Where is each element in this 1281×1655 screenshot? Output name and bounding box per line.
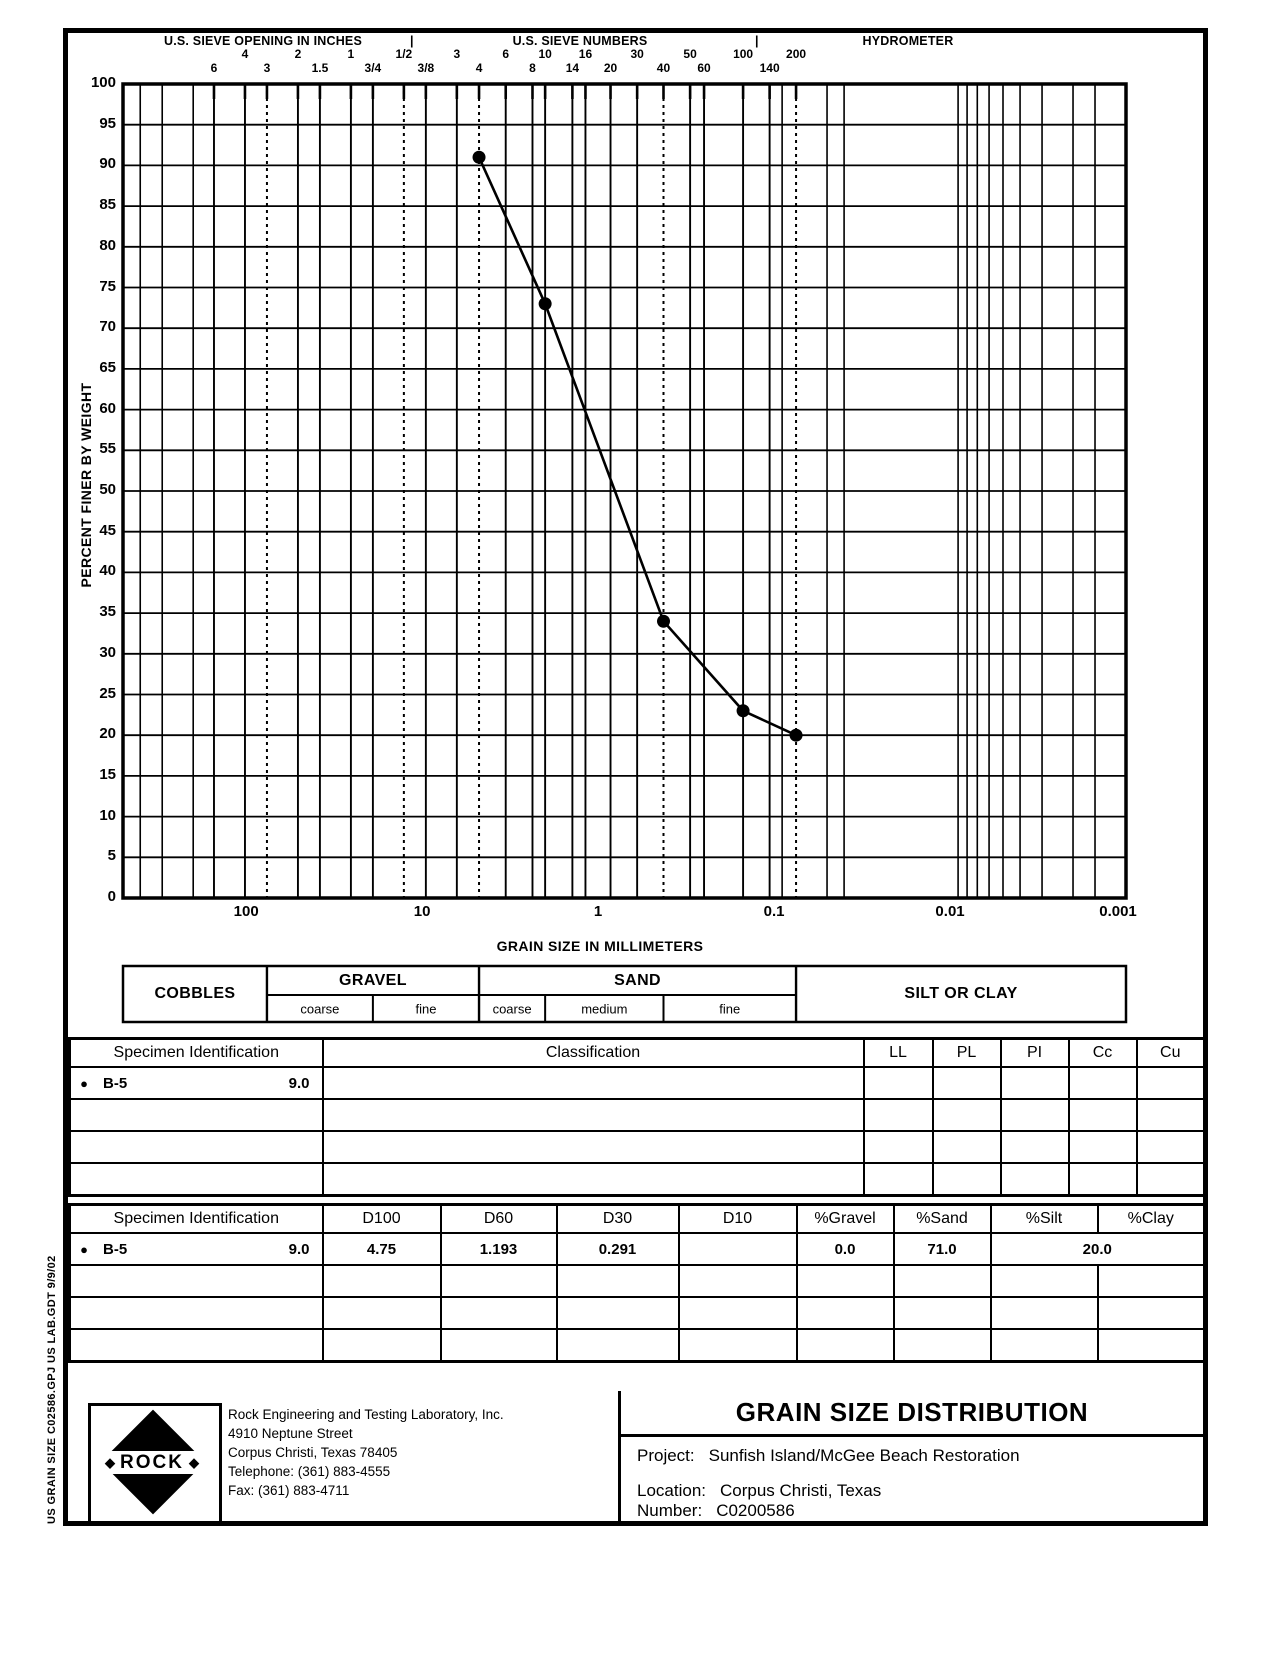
number-value: C0200586 bbox=[716, 1501, 795, 1520]
gradation-table bbox=[68, 1203, 1206, 1363]
sieve-size-label: 3/4 bbox=[364, 61, 382, 75]
company-logo bbox=[88, 1403, 222, 1525]
sieve-size-label: 1.5 bbox=[311, 61, 329, 75]
sieve-size-label: 1 bbox=[347, 47, 355, 61]
sieve-size-label: 16 bbox=[578, 47, 593, 61]
specimen-cell bbox=[71, 1330, 322, 1360]
cell-sand bbox=[894, 1297, 991, 1329]
cell-cu bbox=[1137, 1067, 1205, 1099]
y-axis-tick-label: 30 bbox=[99, 643, 116, 661]
specimen-cell bbox=[71, 1234, 322, 1264]
column-header: Cu bbox=[1137, 1039, 1205, 1068]
sieve-size-label: 30 bbox=[630, 47, 644, 61]
cell-classification bbox=[323, 1099, 864, 1131]
cell-cc bbox=[1069, 1099, 1137, 1131]
data-point-marker bbox=[539, 297, 552, 310]
sieve-size-label: 4 bbox=[241, 47, 249, 61]
cell-gravel: 0.0 bbox=[797, 1233, 894, 1265]
column-header: D30 bbox=[557, 1205, 679, 1234]
hydrometer-header: HYDROMETER bbox=[862, 34, 954, 48]
y-axis-tick-label: 20 bbox=[99, 725, 116, 743]
cell-d100 bbox=[323, 1329, 441, 1362]
specimen-id: B-5 bbox=[103, 1240, 128, 1258]
specimen-id: B-5 bbox=[103, 1074, 128, 1092]
specimen-marker-icon: ● bbox=[80, 1075, 88, 1091]
cell-sand: 71.0 bbox=[894, 1233, 991, 1265]
table-row bbox=[70, 1265, 1205, 1297]
data-point-marker bbox=[790, 729, 803, 742]
company-name: Rock Engineering and Testing Laboratory, Inc. bbox=[228, 1407, 504, 1422]
column-header: Classification bbox=[323, 1039, 864, 1068]
table-row bbox=[70, 1163, 1205, 1196]
cell-clay bbox=[1098, 1265, 1205, 1297]
cell-clay bbox=[1098, 1329, 1205, 1362]
sieve-size-label: 60 bbox=[697, 61, 711, 75]
column-header: %Sand bbox=[894, 1205, 991, 1234]
table-row bbox=[70, 1233, 1205, 1265]
cell-d10 bbox=[679, 1233, 797, 1265]
y-axis-tick-label: 5 bbox=[107, 847, 116, 865]
cell-d30: 0.291 bbox=[557, 1233, 679, 1265]
cell-cc bbox=[1069, 1131, 1137, 1163]
specimen-cell bbox=[70, 1297, 323, 1329]
cell-cu bbox=[1137, 1131, 1205, 1163]
cell-silt bbox=[991, 1329, 1098, 1362]
column-header: Cc bbox=[1069, 1039, 1137, 1068]
cell-pi bbox=[1001, 1131, 1069, 1163]
header-separator: | bbox=[755, 34, 759, 48]
logo-wordmark bbox=[92, 1451, 212, 1474]
table-row bbox=[70, 1329, 1205, 1362]
cell-d100: 4.75 bbox=[323, 1233, 441, 1265]
sieve-size-label: 1/2 bbox=[395, 47, 413, 61]
sieve-size-label: 3 bbox=[453, 47, 461, 61]
cell-classification bbox=[323, 1067, 864, 1099]
cell-classification bbox=[323, 1131, 864, 1163]
size-class-sub-label: coarse bbox=[492, 1001, 532, 1016]
header-separator: | bbox=[410, 34, 414, 48]
specimen-cell bbox=[71, 1132, 322, 1162]
size-class-group-label: GRAVEL bbox=[339, 971, 407, 989]
sieve-size-label: 140 bbox=[759, 61, 780, 75]
project-label: Project: bbox=[637, 1446, 695, 1465]
logo-diamond-left-icon: ◆ bbox=[105, 1454, 116, 1470]
specimen-cell bbox=[70, 1163, 323, 1196]
specimen-cell bbox=[70, 1265, 323, 1297]
x-axis-tick-label: 10 bbox=[413, 903, 431, 920]
data-point-marker bbox=[473, 151, 486, 164]
cell-d100 bbox=[323, 1265, 441, 1297]
logo-text: ROCK bbox=[120, 1451, 184, 1473]
data-point-marker bbox=[737, 704, 750, 717]
specimen-cell bbox=[71, 1266, 322, 1296]
cell-d10 bbox=[679, 1265, 797, 1297]
cell-pl bbox=[933, 1067, 1001, 1099]
x-axis-tick-label: 0.1 bbox=[763, 903, 785, 920]
y-axis-tick-label: 80 bbox=[99, 236, 116, 254]
company-street: 4910 Neptune Street bbox=[228, 1426, 353, 1441]
classification-table bbox=[68, 1037, 1206, 1197]
y-axis-tick-label: 65 bbox=[99, 358, 116, 376]
cell-ll bbox=[864, 1099, 933, 1131]
y-axis-tick-label: 75 bbox=[99, 277, 116, 295]
cell-silt-clay: 20.0 bbox=[991, 1233, 1205, 1265]
specimen-cell bbox=[70, 1099, 323, 1131]
y-axis-tick-label: 50 bbox=[99, 481, 116, 498]
size-class-sub-label: fine bbox=[415, 1001, 437, 1016]
cell-d60 bbox=[441, 1297, 557, 1329]
y-axis-tick-label: 35 bbox=[99, 603, 116, 621]
column-header: Specimen Identification bbox=[70, 1205, 323, 1234]
cell-sand bbox=[894, 1329, 991, 1362]
specimen-marker-icon: ● bbox=[80, 1241, 88, 1257]
x-axis-tick-label: 0.001 bbox=[1099, 903, 1137, 920]
column-header: %Gravel bbox=[797, 1205, 894, 1234]
sieve-size-label: 3/8 bbox=[417, 61, 435, 75]
table-row bbox=[70, 1099, 1205, 1131]
cell-d30 bbox=[557, 1265, 679, 1297]
size-class-sub-label: coarse bbox=[300, 1001, 340, 1016]
cell-d30 bbox=[557, 1329, 679, 1362]
cell-pl bbox=[933, 1163, 1001, 1196]
size-class-sub-label: medium bbox=[581, 1001, 628, 1016]
cell-ll bbox=[864, 1067, 933, 1099]
file-margin-note: US GRAIN SIZE C02586.GPJ US LAB.GDT 9/9/02 bbox=[46, 1255, 58, 1524]
cell-cc bbox=[1069, 1163, 1137, 1196]
specimen-cell bbox=[70, 1131, 323, 1163]
cell-gravel bbox=[797, 1329, 894, 1362]
company-fax: Fax: (361) 883-4711 bbox=[228, 1483, 350, 1498]
x-axis-tick-label: 100 bbox=[233, 903, 259, 920]
cell-sand bbox=[894, 1265, 991, 1297]
column-header: Specimen Identification bbox=[70, 1039, 323, 1068]
column-header: D60 bbox=[441, 1205, 557, 1234]
column-header: %Clay bbox=[1098, 1205, 1205, 1234]
table-row bbox=[70, 1131, 1205, 1163]
report-title-block bbox=[618, 1391, 1203, 1521]
column-header: PI bbox=[1001, 1039, 1069, 1068]
specimen-depth: 9.0 bbox=[288, 1240, 310, 1258]
sieve-size-label: 100 bbox=[733, 47, 754, 61]
title-block bbox=[68, 1391, 1203, 1521]
x-axis-title: GRAIN SIZE IN MILLIMETERS bbox=[496, 938, 704, 954]
cell-classification bbox=[323, 1163, 864, 1196]
y-axis-tick-label: 85 bbox=[99, 196, 116, 214]
sieve-size-label: 50 bbox=[683, 47, 697, 61]
y-axis-title: PERCENT FINER BY WEIGHT bbox=[78, 382, 94, 588]
number-field bbox=[637, 1501, 795, 1521]
cell-cu bbox=[1137, 1099, 1205, 1131]
size-class-sub-label: fine bbox=[719, 1001, 741, 1016]
sieve-numbers-header: U.S. SIEVE NUMBERS bbox=[512, 34, 648, 48]
data-point-marker bbox=[657, 615, 670, 628]
cell-d60 bbox=[441, 1329, 557, 1362]
cell-pi bbox=[1001, 1067, 1069, 1099]
y-axis-tick-label: 70 bbox=[99, 318, 116, 336]
cell-d60: 1.193 bbox=[441, 1233, 557, 1265]
report-title: GRAIN SIZE DISTRIBUTION bbox=[621, 1391, 1203, 1437]
column-header: PL bbox=[933, 1039, 1001, 1068]
specimen-cell bbox=[70, 1233, 323, 1265]
y-axis-tick-label: 60 bbox=[99, 399, 116, 417]
specimen-cell bbox=[71, 1164, 322, 1194]
y-axis-tick-label: 10 bbox=[99, 806, 116, 824]
cell-pl bbox=[933, 1099, 1001, 1131]
company-address-block bbox=[228, 1405, 504, 1500]
sieve-size-label: 200 bbox=[786, 47, 807, 61]
y-axis-tick-label: 15 bbox=[99, 765, 116, 783]
sieve-size-label: 4 bbox=[475, 61, 483, 75]
table-row bbox=[70, 1297, 1205, 1329]
sieve-size-label: 6 bbox=[502, 47, 510, 61]
cell-ll bbox=[864, 1131, 933, 1163]
company-city: Corpus Christi, Texas 78405 bbox=[228, 1445, 398, 1460]
cell-pi bbox=[1001, 1099, 1069, 1131]
cell-cu bbox=[1137, 1163, 1205, 1196]
cell-pl bbox=[933, 1131, 1001, 1163]
cell-d100 bbox=[323, 1297, 441, 1329]
sieve-size-label: 20 bbox=[603, 61, 618, 75]
specimen-cell bbox=[71, 1298, 322, 1328]
y-axis-tick-label: 55 bbox=[99, 440, 116, 458]
cell-cc bbox=[1069, 1067, 1137, 1099]
y-axis-tick-label: 40 bbox=[99, 562, 116, 580]
sieve-size-label: 8 bbox=[529, 61, 536, 75]
logo-diamond-right-icon: ◆ bbox=[188, 1454, 199, 1470]
project-value: Sunfish Island/McGee Beach Restoration bbox=[708, 1446, 1020, 1465]
size-class-group-label: SILT OR CLAY bbox=[904, 985, 1018, 1002]
y-axis-tick-label: 25 bbox=[99, 684, 116, 702]
number-label: Number: bbox=[637, 1501, 703, 1520]
table-row bbox=[70, 1067, 1205, 1099]
sieve-size-label: 40 bbox=[656, 61, 671, 75]
table-header-row bbox=[70, 1039, 1205, 1068]
x-axis-tick-label: 0.01 bbox=[935, 903, 965, 920]
size-class-group-label: COBBLES bbox=[154, 985, 236, 1002]
sieve-size-label: 6 bbox=[210, 61, 218, 75]
size-class-group-label: SAND bbox=[614, 971, 661, 989]
specimen-depth: 9.0 bbox=[288, 1074, 310, 1092]
specimen-cell bbox=[71, 1100, 322, 1130]
y-axis-tick-label: 45 bbox=[99, 521, 116, 539]
table-header-row bbox=[70, 1205, 1205, 1234]
cell-d30 bbox=[557, 1297, 679, 1329]
column-header: LL bbox=[864, 1039, 933, 1068]
sieve-size-label: 10 bbox=[538, 47, 552, 61]
x-axis-tick-label: 1 bbox=[593, 903, 603, 920]
column-header: %Silt bbox=[991, 1205, 1098, 1234]
specimen-cell bbox=[70, 1067, 323, 1099]
cell-d60 bbox=[441, 1265, 557, 1297]
column-header: D10 bbox=[679, 1205, 797, 1234]
location-label: Location: bbox=[637, 1481, 706, 1500]
location-field bbox=[637, 1481, 881, 1501]
cell-silt bbox=[991, 1297, 1098, 1329]
sieve-size-label: 14 bbox=[565, 61, 580, 75]
cell-ll bbox=[864, 1163, 933, 1196]
specimen-cell bbox=[71, 1068, 322, 1098]
cell-d10 bbox=[679, 1329, 797, 1362]
project-field bbox=[637, 1446, 1020, 1466]
specimen-cell bbox=[70, 1329, 323, 1362]
y-axis-tick-label: 95 bbox=[99, 114, 116, 132]
y-axis-tick-label: 100 bbox=[90, 74, 116, 91]
sieve-size-label: 3 bbox=[263, 61, 271, 75]
company-phone: Telephone: (361) 883-4555 bbox=[228, 1464, 391, 1479]
sieve-inches-header: U.S. SIEVE OPENING IN INCHES bbox=[163, 34, 363, 48]
cell-gravel bbox=[797, 1265, 894, 1297]
y-axis-tick-label: 0 bbox=[107, 888, 116, 905]
sieve-size-label: 2 bbox=[294, 47, 302, 61]
location-value: Corpus Christi, Texas bbox=[720, 1481, 882, 1500]
y-axis-tick-label: 90 bbox=[99, 155, 116, 173]
cell-pi bbox=[1001, 1163, 1069, 1196]
cell-d10 bbox=[679, 1297, 797, 1329]
gradation-table-wrap bbox=[68, 1203, 1206, 1363]
column-header: D100 bbox=[323, 1205, 441, 1234]
cell-gravel bbox=[797, 1297, 894, 1329]
cell-silt bbox=[991, 1265, 1098, 1297]
classification-table-wrap bbox=[68, 1037, 1206, 1197]
cell-clay bbox=[1098, 1297, 1205, 1329]
